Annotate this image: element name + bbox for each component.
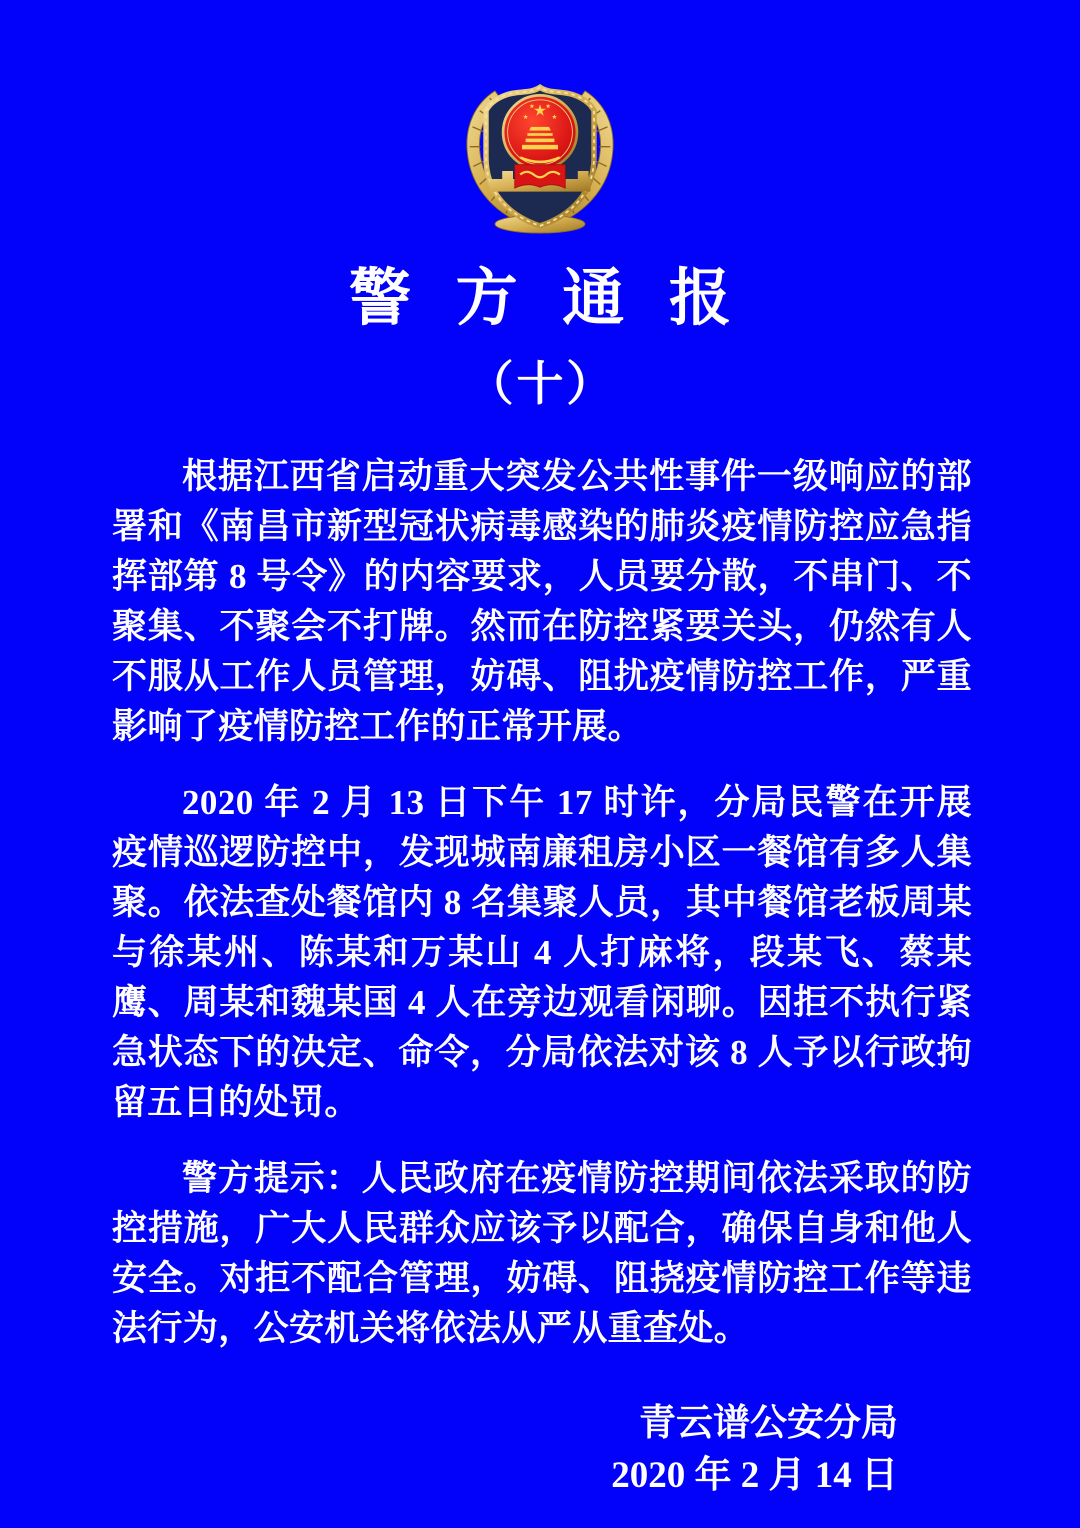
emblem-container	[0, 0, 1080, 236]
notice-paragraph-1: 根据江西省启动重大突发公共性事件一级响应的部署和《南昌市新型冠状病毒感染的肺炎疫情防控应急指挥部第 8 号令》的内容要求，人员要分散，不串门、不聚集、不聚会不打牌。然而在防控紧要关头，仍然有人不服从工作人员管理，妨碍、阻扰疫情防控工作，严重影响了疫情防控工作的正常开展。	[112, 457, 972, 746]
police-badge-icon	[450, 60, 630, 236]
signature-date: 2020 年 2 月 14 日	[611, 1455, 898, 1496]
signature-agency: 青云谱公安分局	[639, 1403, 898, 1444]
notice-paragraph-3: 警方提示：人民政府在疫情防控期间依法采取的防控措施，广大人民群众应该予以配合，确保自身和他人安全。对拒不配合管理，妨碍、阻挠疫情防控工作等违法行为，公安机关将依法从严从重查处。	[112, 1159, 972, 1348]
notice-body	[112, 452, 972, 1354]
page-title: 警方通报	[349, 264, 776, 333]
notice-number: （十）	[466, 357, 617, 410]
signature-block	[0, 1398, 1080, 1502]
notice-paragraph-2: 2020 年 2 月 13 日下午 17 时许，分局民警在开展疫情巡逻防控中，发现城南廉租房小区一餐馆有多人集聚。依法查处餐馆内 8 名集聚人员，其中餐馆老板周某与徐某州、陈某和万某山 4 人打麻将，段某飞、蔡某鹰、周某和魏某国 4 人在旁边观看闲聊。因拒不执行紧急状态下的决定、命令，分局依法对该 8 人予以行政拘留五日的处罚。	[112, 783, 972, 1122]
